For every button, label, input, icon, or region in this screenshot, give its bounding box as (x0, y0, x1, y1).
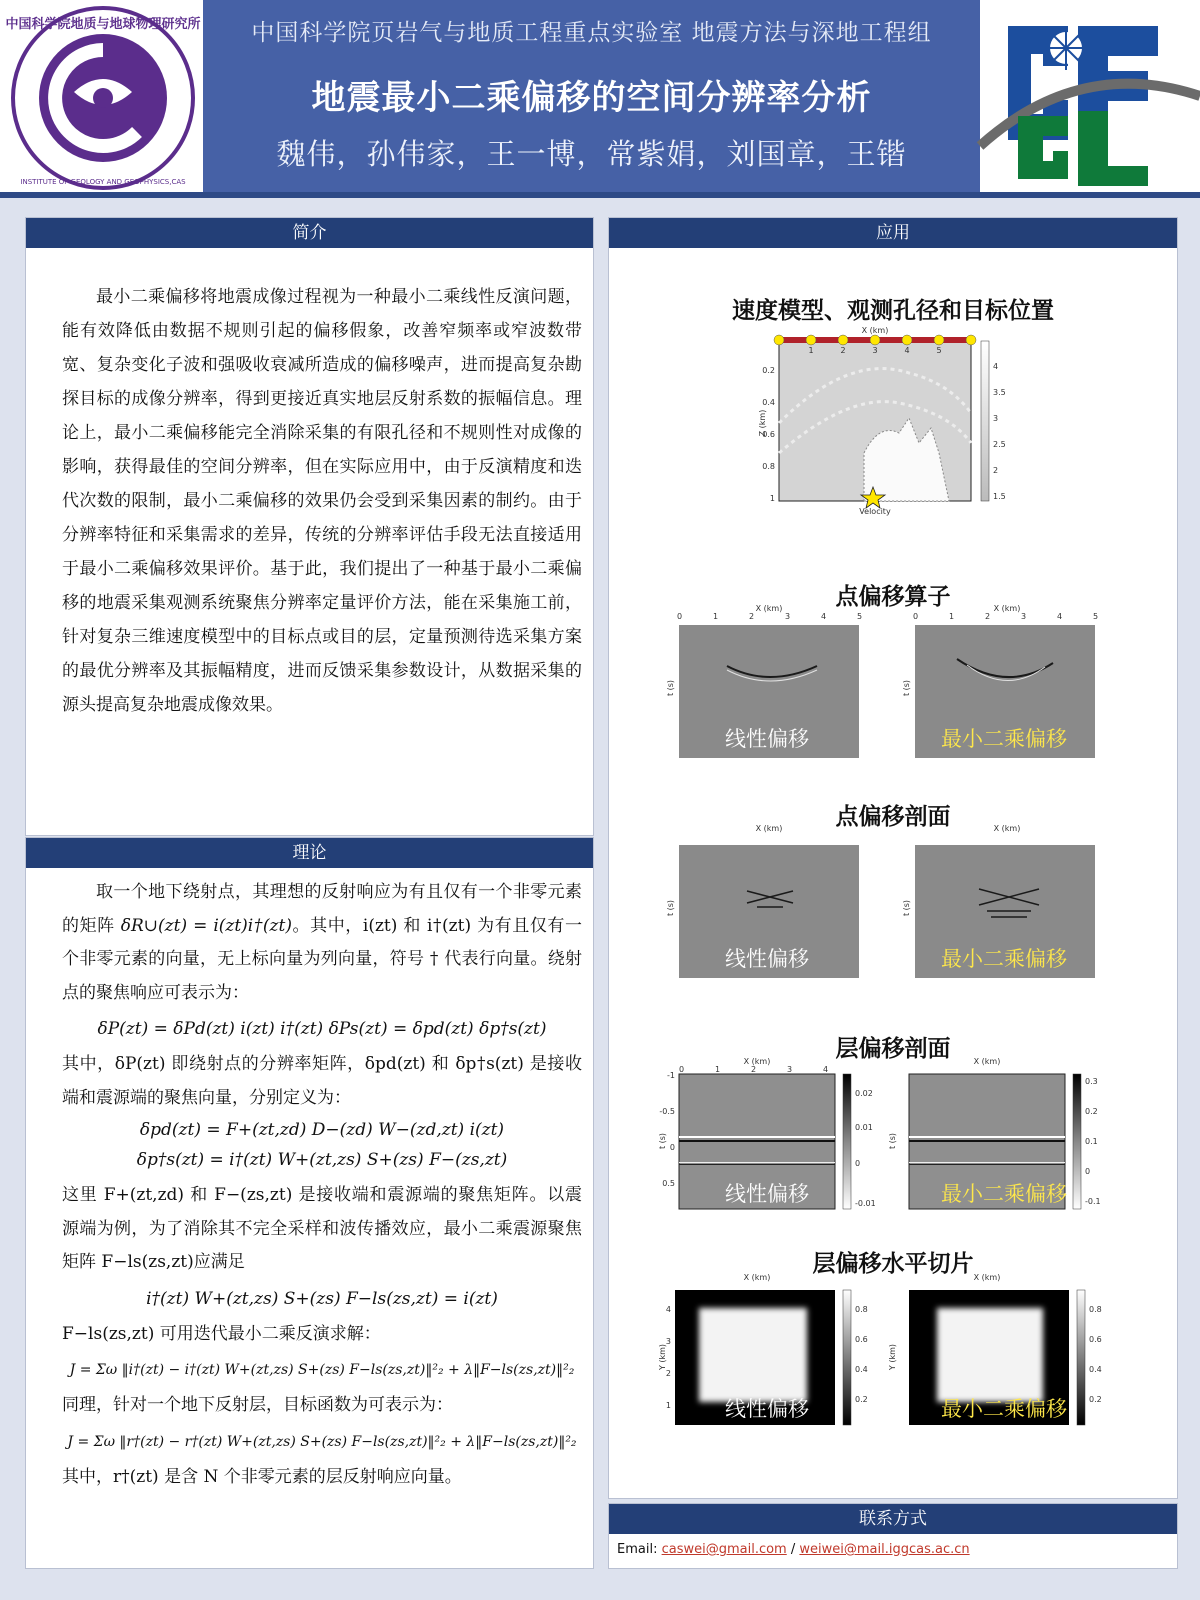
ls-ttick: 0 (669, 1143, 675, 1152)
theory-p4: F−ls(zs,zt) 可用迭代最小二乘反演求解： (62, 1323, 381, 1344)
theory-p5: 同理，针对一个地下反射层，目标函数为可表示为： (62, 1395, 453, 1415)
theory-p2: 其中，δP(zt) 即绕射点的分辨率矩阵，δpd(zt) 和 δp†s(zt) 是接收端和震源端的聚焦向量，分别定义为： (62, 1054, 582, 1108)
vel-cb-tick: 4 (993, 362, 999, 371)
iggcas-logo (4, 4, 202, 192)
equation-2: δpd(zt) = F+(zt,zd) D−(zd) W−(zd,zt) i(zt) (139, 1120, 505, 1140)
sl-cb-tick: 0.4 (1089, 1365, 1102, 1374)
application-heading: 应用 (609, 218, 1177, 248)
sl-ytick: 1 (665, 1401, 671, 1410)
application-panel (608, 217, 1178, 1499)
op-xlabel-right: X (km) (993, 604, 1021, 613)
vel-xtick: 5 (936, 346, 942, 355)
label-lsm-sl: 最小二乘偏移 (941, 1397, 1067, 1421)
ls-cb-left-tick: 0.02 (855, 1089, 873, 1098)
label-linear-sl: 线性偏移 (725, 1397, 809, 1421)
vel-xlabel: X (km) (861, 326, 889, 335)
ls-xtick: 0 (679, 1065, 685, 1074)
sl-xlabel-left: X (km) (743, 1273, 771, 1282)
op-xtick: 4 (821, 612, 827, 621)
group-logo (978, 6, 1200, 192)
vel-zlabel: Z (km) (758, 409, 767, 437)
theory-heading: 理论 (26, 838, 593, 868)
vel-colorbar-ticks (993, 362, 1006, 501)
equation-1: δP(zt) = δPd(zt) i(zt) i†(zt) δPs(zt) = δpd(zt) δp†s(zt) (97, 1019, 547, 1039)
contact-line (617, 1542, 970, 1557)
ps-xlabel-left: X (km) (755, 824, 783, 833)
ls-ttick: -0.5 (659, 1107, 675, 1116)
theory-body (62, 876, 582, 1494)
theory-p1a: 取一个地下绕射点，其理想的反射响应为有且仅有一个非零元素的矩阵 (62, 882, 582, 936)
contact-heading: 联系方式 (609, 1504, 1177, 1534)
poster-title: 地震最小二乘偏移的空间分辨率分析 (311, 78, 872, 118)
ls-xtick: 3 (787, 1065, 793, 1074)
sl-ylabel-right: Y (km) (888, 1343, 897, 1371)
ls-xtick: 2 (751, 1065, 757, 1074)
vel-xtick: 2 (840, 346, 846, 355)
ls-cb-left-tick: 0 (855, 1159, 861, 1168)
op-xtick: 5 (1093, 612, 1099, 621)
theory-eq-inline: δR∪(zt) = i(zt)i†(zt) (120, 915, 292, 936)
vel-ztick: 0.8 (762, 462, 775, 471)
ls-ttick: 0.5 (662, 1179, 675, 1188)
sl-cb-tick: 0.2 (1089, 1395, 1102, 1404)
sl-cb-tick: 0.4 (855, 1365, 868, 1374)
vel-cb-tick: 2 (993, 466, 999, 475)
sl-ytick: 3 (665, 1337, 671, 1346)
logo-left-cn: 中国科学院地质与地球物理研究所 (5, 17, 201, 32)
section-velocity-title: 速度模型、观测孔径和目标位置 (732, 298, 1054, 324)
vel-cb-tick: 1.5 (993, 492, 1006, 501)
label-linear-ps: 线性偏移 (725, 947, 809, 971)
label-lsm-ls: 最小二乘偏移 (941, 1182, 1067, 1206)
ls-cb-left-tick: 0.01 (855, 1123, 873, 1132)
ls-ttick: -1 (667, 1071, 675, 1080)
intro-heading: 简介 (26, 218, 593, 248)
ps-xlabel-right: X (km) (993, 824, 1021, 833)
poster-header (0, 0, 1200, 192)
ls-cb-right-tick: 0 (1085, 1167, 1091, 1176)
intro-body: 最小二乘偏移将地震成像过程视为一种最小二乘线性反演问题，能有效降低由数据不规则引起的偏移假象，改善窄频率或窄波数带宽、复杂变化子波和强吸收衰减所造成的偏移噪声，进而提高复杂勘探目标的成像分辨率，得到更接近真实地层反射系数的振幅信息。理论上，最小二乘偏移能完全消除采集的有限孔径和不规则性对成像的影响，获得最佳的空间分辨率，但在实际应用中，由于反演精度和迭代次数的限制，最小二乘偏移的效果仍会受到采集因素的制约。由于分辨率特征和采集需求的差异，传统的分辨率评估手段无法直接适用于最小二乘偏移效果评价。基于此，我们提出了一种基于最小二乘偏移的地震采集观测系统聚焦分辨率定量评价方法，能在采集施工前，针对复杂三维速度模型中的目标点或目的层，定量预测待选采集方案的最优分辨率及其振幅精度，进而反馈采集参数设计，从数据采集的源头提高复杂地震成像效果。 (62, 287, 582, 715)
equation-3: δp†s(zt) = i†(zt) W+(zt,zs) S+(zs) F−(zs,zt) (136, 1150, 508, 1170)
op-xtick: 3 (1021, 612, 1027, 621)
op-xtick: 5 (857, 612, 863, 621)
vel-xtick: 1 (808, 346, 814, 355)
ps-tlabel-left: t (s) (666, 899, 675, 917)
equation-4: i†(zt) W+(zt,zs) S+(zs) F−ls(zs,zt) = i(zt) (146, 1288, 498, 1309)
velocity-model-figure (758, 326, 1029, 518)
op-xtick: 1 (949, 612, 955, 621)
section-point-operator-title: 点偏移算子 (835, 584, 951, 610)
sl-cb-tick: 0.6 (855, 1335, 868, 1344)
sl-ytick: 4 (665, 1305, 671, 1314)
section-layer-slice-title: 层偏移水平切片 (812, 1251, 974, 1277)
sl-cb-tick: 0.2 (855, 1395, 868, 1404)
ls-tlabel-left: t (s) (658, 1132, 667, 1150)
vel-cb-tick: 2.5 (993, 440, 1006, 449)
ls-cb-right-tick: -0.1 (1085, 1197, 1101, 1206)
sl-cb-tick: 0.8 (1089, 1305, 1102, 1314)
vel-caption: Velocity (859, 507, 891, 516)
vel-xtick: 4 (904, 346, 910, 355)
theory-p1b: 。其中，i(zt) 和 i†(zt) 为有且仅有一个非零元素的向量，无上标向量为列向量，符号 † 代表行向量。绕射点的聚焦响应可表示为： (62, 915, 583, 1003)
op-tlabel-right: t (s) (902, 679, 911, 697)
email-label: Email: (617, 1542, 658, 1557)
ls-xlabel-left: X (km) (743, 1057, 771, 1066)
op-xtick: 3 (785, 612, 791, 621)
theory-p6: 其中，r†(zt) 是含 N 个非零元素的层反射响应向量。 (62, 1466, 462, 1487)
vel-ztick: 0.4 (762, 398, 775, 407)
vel-ztick: 1 (769, 494, 775, 503)
section-layer-section-title: 层偏移剖面 (835, 1036, 951, 1062)
op-xtick: 4 (1057, 612, 1063, 621)
contact-panel (608, 1503, 1178, 1569)
label-linear-op: 线性偏移 (725, 727, 809, 751)
op-tlabel-left: t (s) (666, 679, 675, 697)
email-link-1[interactable]: caswei@gmail.com (661, 1542, 787, 1557)
vel-cb-tick: 3.5 (993, 388, 1006, 397)
header-divider (0, 192, 1200, 198)
op-xtick: 0 (677, 612, 683, 621)
intro-panel (25, 217, 594, 836)
sl-xlabel-right: X (km) (973, 1273, 1001, 1282)
sl-ytick: 2 (665, 1369, 671, 1378)
op-xtick: 1 (713, 612, 719, 621)
theory-panel (25, 837, 594, 1569)
ls-cb-right-tick: 0.1 (1085, 1137, 1098, 1146)
label-lsm-op: 最小二乘偏移 (941, 727, 1067, 751)
label-lsm-ps: 最小二乘偏移 (941, 947, 1067, 971)
vel-ztick: 0.2 (762, 366, 775, 375)
ls-xtick: 1 (715, 1065, 721, 1074)
vel-cb-tick: 3 (993, 414, 999, 423)
ls-xlabel-right: X (km) (973, 1057, 1001, 1066)
ls-cb-left-tick: -0.01 (855, 1199, 876, 1208)
ls-xtick: 4 (823, 1065, 829, 1074)
ls-cb-right-tick: 0.2 (1085, 1107, 1098, 1116)
author-list: 魏伟，孙伟家，王一博，常紫娟，刘国章，王锴 (276, 137, 907, 171)
ls-tlabel-right: t (s) (888, 1132, 897, 1150)
section-point-section-title: 点偏移剖面 (835, 804, 951, 830)
sl-cb-tick: 0.6 (1089, 1335, 1102, 1344)
sl-ylabel-left: Y (km) (658, 1343, 667, 1371)
email-separator: / (786, 1542, 800, 1557)
op-xlabel-left: X (km) (755, 604, 783, 613)
email-link-2[interactable]: weiwei@mail.iggcas.ac.cn (799, 1542, 970, 1557)
vel-xtick: 3 (872, 346, 878, 355)
logo-left-en: INSTITUTE OF GEOLOGY AND GEOPHYSICS,CAS (20, 178, 186, 186)
vel-zticks (762, 366, 775, 503)
sl-cb-tick: 0.8 (855, 1305, 868, 1314)
theory-p3: 这里 F+(zt,zd) 和 F−(zs,zt) 是接收端和震源端的聚焦矩阵。以震源端为例，为了消除其不完全采样和波传播效应，最小二乘震源聚焦矩阵 F−ls(zs,zt)应满足 (62, 1185, 582, 1272)
op-xtick: 2 (749, 612, 755, 621)
lab-name: 中国科学院页岩气与地质工程重点实验室 地震方法与深地工程组 (251, 20, 932, 46)
label-linear-ls: 线性偏移 (725, 1182, 809, 1206)
equation-6: J = Σω ‖r†(zt) − r†(zt) W+(zt,zs) S+(zs) F−ls(zs,zt)‖²₂ + λ‖F−ls(zs,zt)‖²₂ (67, 1433, 577, 1450)
equation-5: J = Σω ‖i†(zt) − i†(zt) W+(zt,zs) S+(zs) F−ls(zs,zt)‖²₂ + λ‖F−ls(zs,zt)‖²₂ (69, 1362, 575, 1378)
op-xtick: 0 (913, 612, 919, 621)
ls-cb-right-tick: 0.3 (1085, 1077, 1098, 1086)
ps-tlabel-right: t (s) (902, 899, 911, 917)
vel-ztick: 0.6 (762, 430, 775, 439)
op-xtick: 2 (985, 612, 991, 621)
